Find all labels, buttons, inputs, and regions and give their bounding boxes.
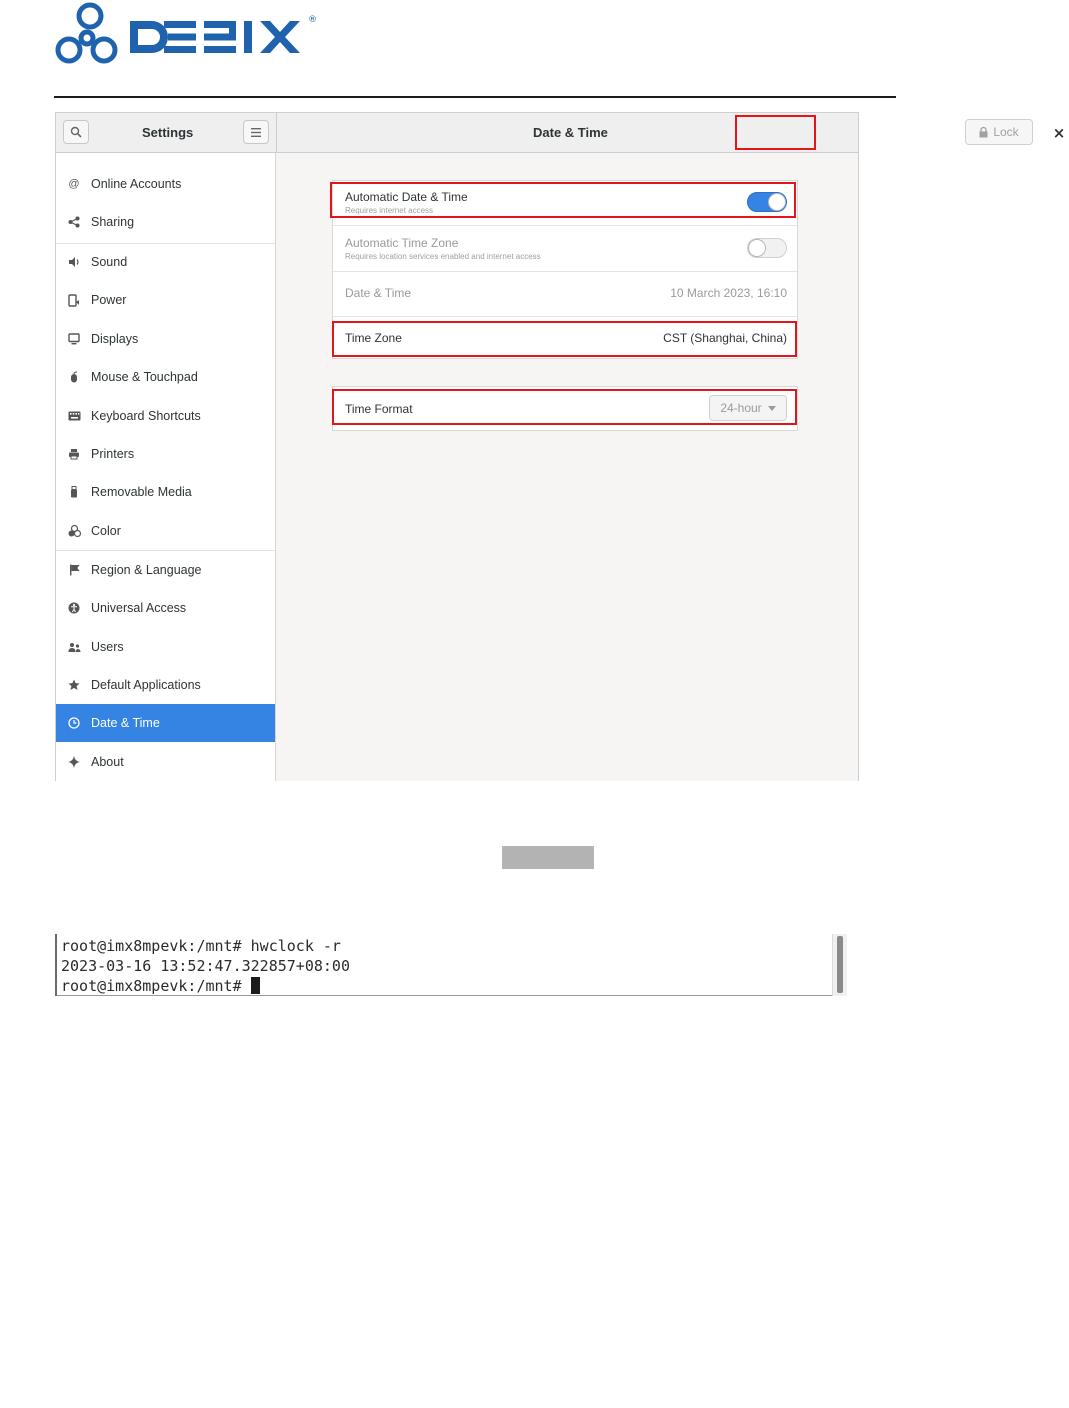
sidebar-item-about[interactable] xyxy=(56,743,275,781)
sidebar-item-label: Online Accounts xyxy=(91,177,182,191)
switch-knob xyxy=(748,239,766,257)
printer-icon xyxy=(67,447,81,461)
sidebar-item-displays[interactable] xyxy=(56,320,275,358)
sidebar-item-label: Color xyxy=(91,524,121,538)
sidebar-item-sharing[interactable] xyxy=(56,203,275,241)
sidebar-headerbar xyxy=(56,113,277,153)
usb-icon xyxy=(67,485,81,499)
sidebar-item-sound[interactable] xyxy=(56,243,275,281)
mouse-icon xyxy=(67,370,81,384)
time-zone-title: Time Zone xyxy=(345,331,402,345)
keyboard-icon xyxy=(67,409,81,423)
content-headerbar xyxy=(277,113,1066,153)
sidebar-item-mouse-touchpad[interactable] xyxy=(56,358,275,396)
sidebar-item-label: Keyboard Shortcuts xyxy=(91,409,201,423)
auto-date-time-switch[interactable] xyxy=(747,192,787,212)
date-time-value: 10 March 2023, 16:10 xyxy=(670,286,787,300)
date-time-settings-list xyxy=(332,180,798,359)
time-format-value: 24-hour xyxy=(720,401,762,415)
sidebar-item-label: Users xyxy=(91,640,124,654)
terminal-snippet xyxy=(55,934,847,997)
date-time-panel xyxy=(276,153,858,781)
sidebar-item-power[interactable] xyxy=(56,281,275,319)
redacted-block xyxy=(502,846,594,869)
lock-label: Lock xyxy=(993,125,1019,139)
share-icon xyxy=(67,215,81,229)
settings-window xyxy=(55,112,1066,781)
terminal-left-border xyxy=(55,934,57,996)
close-button[interactable]: × xyxy=(1052,124,1066,142)
settings-sidebar xyxy=(56,153,276,781)
sidebar-item-label: Power xyxy=(91,293,127,307)
sidebar-item-removable-media[interactable] xyxy=(56,473,275,511)
sidebar-item-label: Region & Language xyxy=(91,563,202,577)
time-format-row[interactable] xyxy=(333,387,797,430)
sidebar-item-label: Default Applications xyxy=(91,678,201,692)
sidebar-item-printers[interactable] xyxy=(56,435,275,473)
date-time-title: Date & Time xyxy=(345,286,412,300)
hamburger-menu-icon xyxy=(251,128,261,137)
sidebar-item-date-time[interactable] xyxy=(56,704,275,742)
color-icon xyxy=(67,524,81,538)
auto-time-zone-subtitle: Requires location services enabled and internet access xyxy=(345,251,541,261)
auto-date-time-subtitle: Requires internet access xyxy=(345,205,434,215)
accessibility-icon xyxy=(67,601,81,615)
users-icon xyxy=(67,640,81,654)
display-icon xyxy=(67,332,81,346)
content-title: Date & Time xyxy=(533,125,608,140)
search-button[interactable] xyxy=(63,120,89,144)
time-format-dropdown[interactable] xyxy=(709,395,787,421)
sparkle-icon xyxy=(67,755,81,769)
debix-logo-mark xyxy=(54,2,318,70)
auto-time-zone-title: Automatic Time Zone xyxy=(345,235,459,250)
lock-icon xyxy=(979,127,988,138)
time-zone-row[interactable] xyxy=(333,317,797,359)
header-rule xyxy=(54,96,896,98)
auto-time-zone-row[interactable] xyxy=(333,226,797,270)
sidebar-item-online-accounts[interactable] xyxy=(56,165,275,203)
sidebar-item-universal-access[interactable] xyxy=(56,589,275,627)
sidebar-item-label: About xyxy=(91,755,124,769)
sidebar-item-label: Displays xyxy=(91,332,139,346)
sidebar-item-color[interactable] xyxy=(56,512,275,550)
auto-date-time-row[interactable] xyxy=(333,181,797,223)
debix-logo xyxy=(54,2,318,70)
search-icon xyxy=(70,126,82,138)
sidebar-item-label: Sound xyxy=(91,255,128,269)
registered-mark: ® xyxy=(308,15,317,25)
flag-icon xyxy=(67,563,81,577)
terminal-line: root@imx8mpevk:/mnt# hwclock -r xyxy=(61,937,341,955)
switch-knob xyxy=(768,193,786,211)
auto-date-time-title: Automatic Date & Time xyxy=(345,189,468,204)
sidebar-item-users[interactable] xyxy=(56,628,275,666)
terminal-bottom-border xyxy=(57,995,833,996)
sidebar-item-label: Sharing xyxy=(91,215,135,229)
at-icon: @ xyxy=(68,178,80,190)
sidebar-item-label: Universal Access xyxy=(91,601,187,615)
sidebar-item-label: Mouse & Touchpad xyxy=(91,370,198,384)
date-time-row[interactable] xyxy=(333,272,797,314)
sidebar-item-region-language[interactable] xyxy=(56,551,275,589)
terminal-scrollbar[interactable] xyxy=(832,934,847,996)
scrollbar-thumb[interactable] xyxy=(837,936,843,993)
terminal-cursor xyxy=(251,977,260,994)
power-icon xyxy=(67,293,81,307)
sidebar-title: Settings xyxy=(142,125,194,140)
sidebar-item-keyboard-shortcuts[interactable] xyxy=(56,397,275,435)
time-format-list xyxy=(332,386,798,431)
sidebar-item-default-applications[interactable] xyxy=(56,666,275,704)
lock-button[interactable] xyxy=(965,119,1033,145)
terminal-prompt: root@imx8mpevk:/mnt# xyxy=(61,977,251,995)
speaker-icon xyxy=(67,255,81,269)
time-zone-value: CST (Shanghai, China) xyxy=(663,331,787,345)
sidebar-item-label: Date & Time xyxy=(91,716,160,730)
terminal-line: 2023-03-16 13:52:47.322857+08:00 xyxy=(61,957,350,975)
sidebar-item-label: Removable Media xyxy=(91,485,192,499)
menu-button[interactable] xyxy=(243,120,269,144)
auto-time-zone-switch[interactable] xyxy=(747,238,787,258)
chevron-down-icon xyxy=(768,406,776,411)
clock-icon xyxy=(67,716,81,730)
sidebar-item-label: Printers xyxy=(91,447,135,461)
star-icon xyxy=(67,678,81,692)
time-format-title: Time Format xyxy=(345,401,413,416)
terminal-prompt-line xyxy=(61,976,260,996)
